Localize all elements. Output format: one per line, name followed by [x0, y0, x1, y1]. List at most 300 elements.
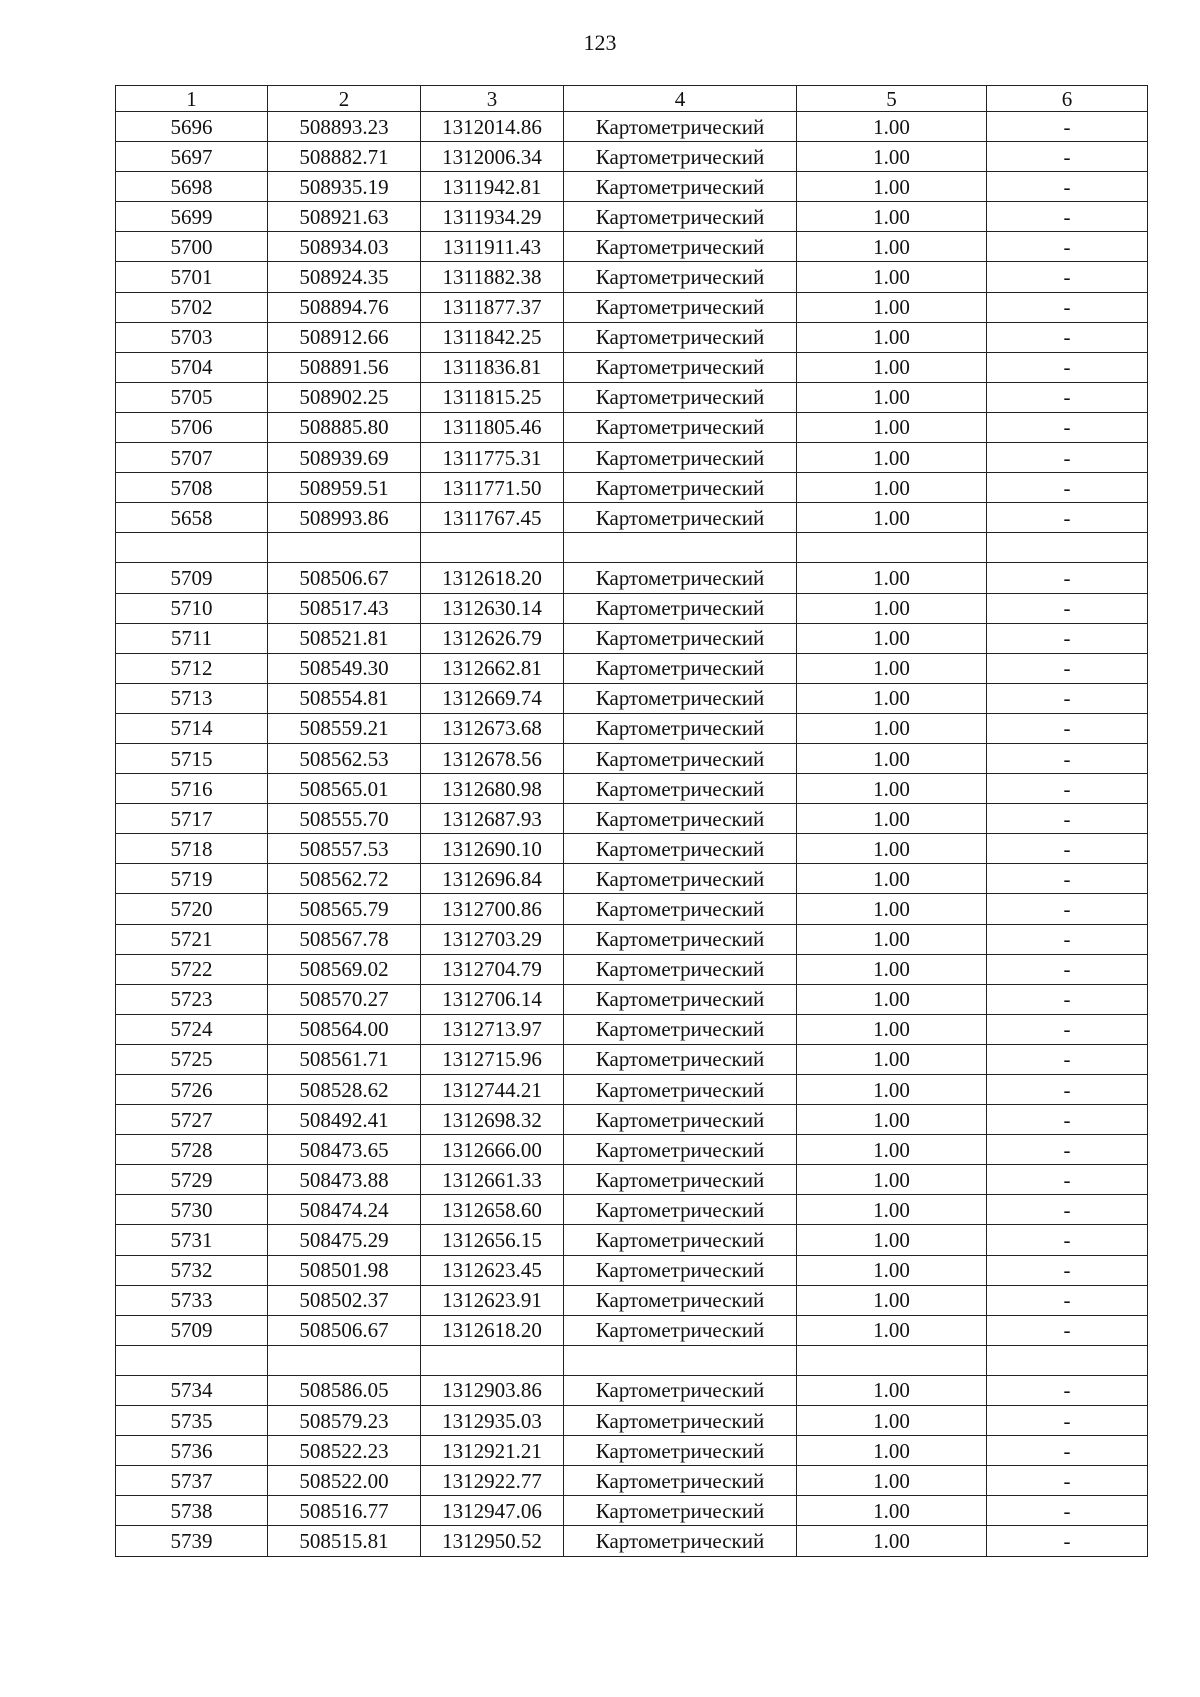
method-cell: Картометрический	[564, 563, 797, 593]
column-header: 4	[564, 86, 797, 112]
accuracy-cell: 1.00	[797, 322, 987, 352]
point-number-cell: 5658	[116, 503, 268, 533]
method-cell: Картометрический	[564, 804, 797, 834]
description-cell: -	[987, 232, 1148, 262]
accuracy-cell: 1.00	[797, 503, 987, 533]
table-row	[116, 322, 1148, 352]
method-cell: Картометрический	[564, 1014, 797, 1044]
x-coordinate-cell: 508549.30	[268, 653, 421, 683]
point-number-cell: 5706	[116, 412, 268, 442]
method-cell: Картометрический	[564, 1466, 797, 1496]
y-coordinate-cell: 1312623.45	[421, 1255, 564, 1285]
x-coordinate-cell: 508569.02	[268, 954, 421, 984]
table-row	[116, 804, 1148, 834]
x-coordinate-cell: 508921.63	[268, 202, 421, 232]
x-coordinate-cell: 508565.01	[268, 774, 421, 804]
table-row	[116, 352, 1148, 382]
table-row	[116, 1255, 1148, 1285]
y-coordinate-cell: 1312630.14	[421, 593, 564, 623]
description-cell: -	[987, 292, 1148, 322]
table-row	[116, 713, 1148, 743]
accuracy-cell: 1.00	[797, 804, 987, 834]
x-coordinate-cell: 508579.23	[268, 1406, 421, 1436]
x-coordinate-cell: 508912.66	[268, 322, 421, 352]
description-cell: -	[987, 1466, 1148, 1496]
description-cell: -	[987, 653, 1148, 683]
description-cell: -	[987, 623, 1148, 653]
method-cell: Картометрический	[564, 1526, 797, 1556]
accuracy-cell: 1.00	[797, 774, 987, 804]
point-number-cell: 5704	[116, 352, 268, 382]
y-coordinate-cell: 1311775.31	[421, 443, 564, 473]
table-row	[116, 142, 1148, 172]
method-cell: Картометрический	[564, 503, 797, 533]
y-coordinate-cell: 1312658.60	[421, 1195, 564, 1225]
y-coordinate-cell: 1312713.97	[421, 1014, 564, 1044]
y-coordinate-cell: 1312687.93	[421, 804, 564, 834]
y-coordinate-cell: 1312696.84	[421, 864, 564, 894]
x-coordinate-cell: 508516.77	[268, 1496, 421, 1526]
point-number-cell: 5712	[116, 653, 268, 683]
point-number-cell: 5700	[116, 232, 268, 262]
description-cell: -	[987, 262, 1148, 292]
table-row	[116, 232, 1148, 262]
x-coordinate-cell: 508522.23	[268, 1436, 421, 1466]
column-header: 1	[116, 86, 268, 112]
method-cell: Картометрический	[564, 864, 797, 894]
method-cell: Картометрический	[564, 683, 797, 713]
table-row	[116, 473, 1148, 503]
accuracy-cell: 1.00	[797, 623, 987, 653]
description-cell: -	[987, 142, 1148, 172]
method-cell: Картометрический	[564, 1195, 797, 1225]
method-cell: Картометрический	[564, 443, 797, 473]
table-row	[116, 1044, 1148, 1074]
method-cell: Картометрический	[564, 743, 797, 773]
x-coordinate-cell: 508475.29	[268, 1225, 421, 1255]
column-header: 2	[268, 86, 421, 112]
point-number-cell: 5728	[116, 1135, 268, 1165]
x-coordinate-cell: 508474.24	[268, 1195, 421, 1225]
method-cell: Картометрический	[564, 924, 797, 954]
table-body	[116, 112, 1148, 1557]
y-coordinate-cell: 1311911.43	[421, 232, 564, 262]
accuracy-cell: 1.00	[797, 743, 987, 773]
point-number-cell: 5703	[116, 322, 268, 352]
point-number-cell: 5702	[116, 292, 268, 322]
description-cell: -	[987, 1135, 1148, 1165]
description-cell: -	[987, 322, 1148, 352]
method-cell: Картометрический	[564, 1255, 797, 1285]
point-number-cell: 5732	[116, 1255, 268, 1285]
description-cell: -	[987, 202, 1148, 232]
method-cell: Картометрический	[564, 1044, 797, 1074]
description-cell: -	[987, 1496, 1148, 1526]
point-number-cell: 5699	[116, 202, 268, 232]
y-coordinate-cell: 1311934.29	[421, 202, 564, 232]
x-coordinate-cell	[268, 533, 421, 563]
point-number-cell: 5713	[116, 683, 268, 713]
y-coordinate-cell: 1312680.98	[421, 774, 564, 804]
point-number-cell: 5711	[116, 623, 268, 653]
accuracy-cell: 1.00	[797, 202, 987, 232]
description-cell: -	[987, 683, 1148, 713]
y-coordinate-cell: 1312014.86	[421, 112, 564, 142]
y-coordinate-cell: 1312678.56	[421, 743, 564, 773]
x-coordinate-cell	[268, 1345, 421, 1375]
x-coordinate-cell: 508935.19	[268, 172, 421, 202]
y-coordinate-cell: 1311771.50	[421, 473, 564, 503]
accuracy-cell: 1.00	[797, 593, 987, 623]
x-coordinate-cell: 508562.53	[268, 743, 421, 773]
y-coordinate-cell: 1312947.06	[421, 1496, 564, 1526]
accuracy-cell: 1.00	[797, 1375, 987, 1405]
y-coordinate-cell: 1312700.86	[421, 894, 564, 924]
accuracy-cell: 1.00	[797, 1165, 987, 1195]
x-coordinate-cell: 508502.37	[268, 1285, 421, 1315]
accuracy-cell: 1.00	[797, 653, 987, 683]
accuracy-cell: 1.00	[797, 1526, 987, 1556]
point-number-cell: 5730	[116, 1195, 268, 1225]
table-row	[116, 623, 1148, 653]
column-header: 3	[421, 86, 564, 112]
y-coordinate-cell: 1312006.34	[421, 142, 564, 172]
x-coordinate-cell: 508555.70	[268, 804, 421, 834]
accuracy-cell: 1.00	[797, 1225, 987, 1255]
method-cell: Картометрический	[564, 1406, 797, 1436]
y-coordinate-cell: 1312662.81	[421, 653, 564, 683]
point-number-cell: 5737	[116, 1466, 268, 1496]
method-cell: Картометрический	[564, 984, 797, 1014]
point-number-cell: 5710	[116, 593, 268, 623]
accuracy-cell: 1.00	[797, 1315, 987, 1345]
method-cell: Картометрический	[564, 894, 797, 924]
x-coordinate-cell: 508939.69	[268, 443, 421, 473]
description-cell: -	[987, 743, 1148, 773]
method-cell: Картометрический	[564, 202, 797, 232]
table-row	[116, 834, 1148, 864]
point-number-cell: 5705	[116, 382, 268, 412]
table-row	[116, 1225, 1148, 1255]
accuracy-cell: 1.00	[797, 924, 987, 954]
point-number-cell: 5725	[116, 1044, 268, 1074]
x-coordinate-cell: 508492.41	[268, 1105, 421, 1135]
method-cell: Картометрический	[564, 232, 797, 262]
accuracy-cell: 1.00	[797, 563, 987, 593]
method-cell: Картометрический	[564, 954, 797, 984]
point-number-cell	[116, 1345, 268, 1375]
x-coordinate-cell: 508515.81	[268, 1526, 421, 1556]
column-header: 6	[987, 86, 1148, 112]
table-row	[116, 1526, 1148, 1556]
description-cell: -	[987, 1014, 1148, 1044]
method-cell: Картометрический	[564, 172, 797, 202]
point-number-cell: 5716	[116, 774, 268, 804]
description-cell: -	[987, 954, 1148, 984]
x-coordinate-cell: 508893.23	[268, 112, 421, 142]
point-number-cell: 5729	[116, 1165, 268, 1195]
point-number-cell: 5727	[116, 1105, 268, 1135]
y-coordinate-cell: 1311877.37	[421, 292, 564, 322]
description-cell	[987, 533, 1148, 563]
x-coordinate-cell: 508557.53	[268, 834, 421, 864]
description-cell: -	[987, 1225, 1148, 1255]
table-row	[116, 653, 1148, 683]
accuracy-cell: 1.00	[797, 473, 987, 503]
y-coordinate-cell: 1311836.81	[421, 352, 564, 382]
table-row	[116, 593, 1148, 623]
y-coordinate-cell: 1312903.86	[421, 1375, 564, 1405]
x-coordinate-cell: 508882.71	[268, 142, 421, 172]
description-cell: -	[987, 1255, 1148, 1285]
point-number-cell: 5734	[116, 1375, 268, 1405]
accuracy-cell: 1.00	[797, 262, 987, 292]
x-coordinate-cell: 508501.98	[268, 1255, 421, 1285]
method-cell: Картометрический	[564, 352, 797, 382]
page-number: 123	[583, 30, 617, 55]
accuracy-cell	[797, 1345, 987, 1375]
table-row	[116, 1375, 1148, 1405]
y-coordinate-cell: 1312690.10	[421, 834, 564, 864]
y-coordinate-cell: 1312744.21	[421, 1075, 564, 1105]
method-cell	[564, 533, 797, 563]
description-cell: -	[987, 924, 1148, 954]
y-coordinate-cell: 1311805.46	[421, 412, 564, 442]
method-cell: Картометрический	[564, 1165, 797, 1195]
description-cell: -	[987, 503, 1148, 533]
method-cell: Картометрический	[564, 713, 797, 743]
point-number-cell: 5709	[116, 563, 268, 593]
table-row	[116, 412, 1148, 442]
point-number-cell: 5722	[116, 954, 268, 984]
description-cell: -	[987, 894, 1148, 924]
accuracy-cell: 1.00	[797, 142, 987, 172]
accuracy-cell: 1.00	[797, 683, 987, 713]
accuracy-cell: 1.00	[797, 1255, 987, 1285]
accuracy-cell: 1.00	[797, 1044, 987, 1074]
x-coordinate-cell: 508528.62	[268, 1075, 421, 1105]
point-number-cell: 5709	[116, 1315, 268, 1345]
method-cell: Картометрический	[564, 1496, 797, 1526]
method-cell: Картометрический	[564, 1105, 797, 1135]
x-coordinate-cell: 508562.72	[268, 864, 421, 894]
description-cell: -	[987, 774, 1148, 804]
y-coordinate-cell: 1312669.74	[421, 683, 564, 713]
method-cell: Картометрический	[564, 1375, 797, 1405]
method-cell: Картометрический	[564, 1315, 797, 1345]
point-number-cell: 5714	[116, 713, 268, 743]
description-cell: -	[987, 984, 1148, 1014]
description-cell: -	[987, 1315, 1148, 1345]
description-cell: -	[987, 112, 1148, 142]
x-coordinate-cell: 508934.03	[268, 232, 421, 262]
table-row	[116, 533, 1148, 563]
table-row	[116, 1466, 1148, 1496]
column-header: 5	[797, 86, 987, 112]
y-coordinate-cell: 1311815.25	[421, 382, 564, 412]
y-coordinate-cell	[421, 533, 564, 563]
y-coordinate-cell: 1312921.21	[421, 1436, 564, 1466]
accuracy-cell: 1.00	[797, 232, 987, 262]
description-cell: -	[987, 352, 1148, 382]
y-coordinate-cell: 1311842.25	[421, 322, 564, 352]
accuracy-cell: 1.00	[797, 1466, 987, 1496]
x-coordinate-cell: 508559.21	[268, 713, 421, 743]
method-cell	[564, 1345, 797, 1375]
method-cell: Картометрический	[564, 834, 797, 864]
table-row	[116, 382, 1148, 412]
point-number-cell: 5736	[116, 1436, 268, 1466]
point-number-cell: 5733	[116, 1285, 268, 1315]
table-row	[116, 292, 1148, 322]
x-coordinate-cell: 508522.00	[268, 1466, 421, 1496]
accuracy-cell: 1.00	[797, 1105, 987, 1135]
accuracy-cell: 1.00	[797, 894, 987, 924]
table-row	[116, 954, 1148, 984]
y-coordinate-cell: 1312623.91	[421, 1285, 564, 1315]
accuracy-cell: 1.00	[797, 984, 987, 1014]
description-cell: -	[987, 1285, 1148, 1315]
point-number-cell: 5707	[116, 443, 268, 473]
description-cell: -	[987, 412, 1148, 442]
x-coordinate-cell: 508924.35	[268, 262, 421, 292]
point-number-cell: 5738	[116, 1496, 268, 1526]
accuracy-cell: 1.00	[797, 1195, 987, 1225]
description-cell: -	[987, 1526, 1148, 1556]
table-row	[116, 1315, 1148, 1345]
method-cell: Картометрический	[564, 412, 797, 442]
y-coordinate-cell: 1312698.32	[421, 1105, 564, 1135]
point-number-cell: 5698	[116, 172, 268, 202]
description-cell: -	[987, 443, 1148, 473]
table-row	[116, 1345, 1148, 1375]
method-cell: Картометрический	[564, 1075, 797, 1105]
accuracy-cell: 1.00	[797, 352, 987, 382]
x-coordinate-cell: 508959.51	[268, 473, 421, 503]
description-cell	[987, 1345, 1148, 1375]
table-row	[116, 774, 1148, 804]
point-number-cell: 5724	[116, 1014, 268, 1044]
table-row	[116, 743, 1148, 773]
table-row	[116, 563, 1148, 593]
description-cell: -	[987, 1044, 1148, 1074]
description-cell: -	[987, 593, 1148, 623]
x-coordinate-cell: 508554.81	[268, 683, 421, 713]
table-row	[116, 172, 1148, 202]
table-row	[116, 202, 1148, 232]
x-coordinate-cell: 508891.56	[268, 352, 421, 382]
point-number-cell: 5717	[116, 804, 268, 834]
table-row	[116, 1436, 1148, 1466]
table-row	[116, 924, 1148, 954]
x-coordinate-cell: 508473.88	[268, 1165, 421, 1195]
method-cell: Картометрический	[564, 382, 797, 412]
method-cell: Картометрический	[564, 262, 797, 292]
accuracy-cell	[797, 533, 987, 563]
description-cell: -	[987, 1436, 1148, 1466]
y-coordinate-cell: 1311942.81	[421, 172, 564, 202]
table-row	[116, 1135, 1148, 1165]
method-cell: Картометрический	[564, 322, 797, 352]
point-number-cell: 5721	[116, 924, 268, 954]
table-row	[116, 1165, 1148, 1195]
description-cell: -	[987, 382, 1148, 412]
table-row	[116, 864, 1148, 894]
accuracy-cell: 1.00	[797, 292, 987, 322]
x-coordinate-cell: 508902.25	[268, 382, 421, 412]
point-number-cell: 5697	[116, 142, 268, 172]
table-row	[116, 1075, 1148, 1105]
description-cell: -	[987, 713, 1148, 743]
y-coordinate-cell: 1311767.45	[421, 503, 564, 533]
x-coordinate-cell: 508894.76	[268, 292, 421, 322]
method-cell: Картометрический	[564, 142, 797, 172]
table-row	[116, 1014, 1148, 1044]
point-number-cell: 5696	[116, 112, 268, 142]
description-cell: -	[987, 172, 1148, 202]
table-row	[116, 1496, 1148, 1526]
description-cell: -	[987, 473, 1148, 503]
y-coordinate-cell: 1312703.29	[421, 924, 564, 954]
coordinates-table	[115, 85, 1148, 1557]
x-coordinate-cell: 508517.43	[268, 593, 421, 623]
y-coordinate-cell: 1312656.15	[421, 1225, 564, 1255]
table-row	[116, 683, 1148, 713]
method-cell: Картометрический	[564, 112, 797, 142]
x-coordinate-cell: 508567.78	[268, 924, 421, 954]
method-cell: Картометрический	[564, 1285, 797, 1315]
x-coordinate-cell: 508885.80	[268, 412, 421, 442]
description-cell: -	[987, 804, 1148, 834]
point-number-cell: 5739	[116, 1526, 268, 1556]
x-coordinate-cell: 508473.65	[268, 1135, 421, 1165]
x-coordinate-cell: 508570.27	[268, 984, 421, 1014]
point-number-cell: 5718	[116, 834, 268, 864]
point-number-cell: 5735	[116, 1406, 268, 1436]
y-coordinate-cell: 1312626.79	[421, 623, 564, 653]
accuracy-cell: 1.00	[797, 412, 987, 442]
method-cell: Картометрический	[564, 774, 797, 804]
table-row	[116, 1105, 1148, 1135]
y-coordinate-cell: 1312715.96	[421, 1044, 564, 1074]
accuracy-cell: 1.00	[797, 1135, 987, 1165]
point-number-cell	[116, 533, 268, 563]
table-row	[116, 503, 1148, 533]
method-cell: Картометрический	[564, 1436, 797, 1466]
point-number-cell: 5731	[116, 1225, 268, 1255]
x-coordinate-cell: 508561.71	[268, 1044, 421, 1074]
table-row	[116, 984, 1148, 1014]
description-cell: -	[987, 1105, 1148, 1135]
table-row	[116, 1195, 1148, 1225]
y-coordinate-cell: 1312618.20	[421, 563, 564, 593]
accuracy-cell: 1.00	[797, 1014, 987, 1044]
method-cell: Картометрический	[564, 1225, 797, 1255]
description-cell: -	[987, 1406, 1148, 1436]
accuracy-cell: 1.00	[797, 1406, 987, 1436]
table-row	[116, 443, 1148, 473]
description-cell: -	[987, 864, 1148, 894]
point-number-cell: 5701	[116, 262, 268, 292]
y-coordinate-cell: 1312922.77	[421, 1466, 564, 1496]
y-coordinate-cell: 1312666.00	[421, 1135, 564, 1165]
x-coordinate-cell: 508521.81	[268, 623, 421, 653]
method-cell: Картометрический	[564, 473, 797, 503]
accuracy-cell: 1.00	[797, 834, 987, 864]
y-coordinate-cell: 1312950.52	[421, 1526, 564, 1556]
description-cell: -	[987, 1075, 1148, 1105]
x-coordinate-cell: 508564.00	[268, 1014, 421, 1044]
